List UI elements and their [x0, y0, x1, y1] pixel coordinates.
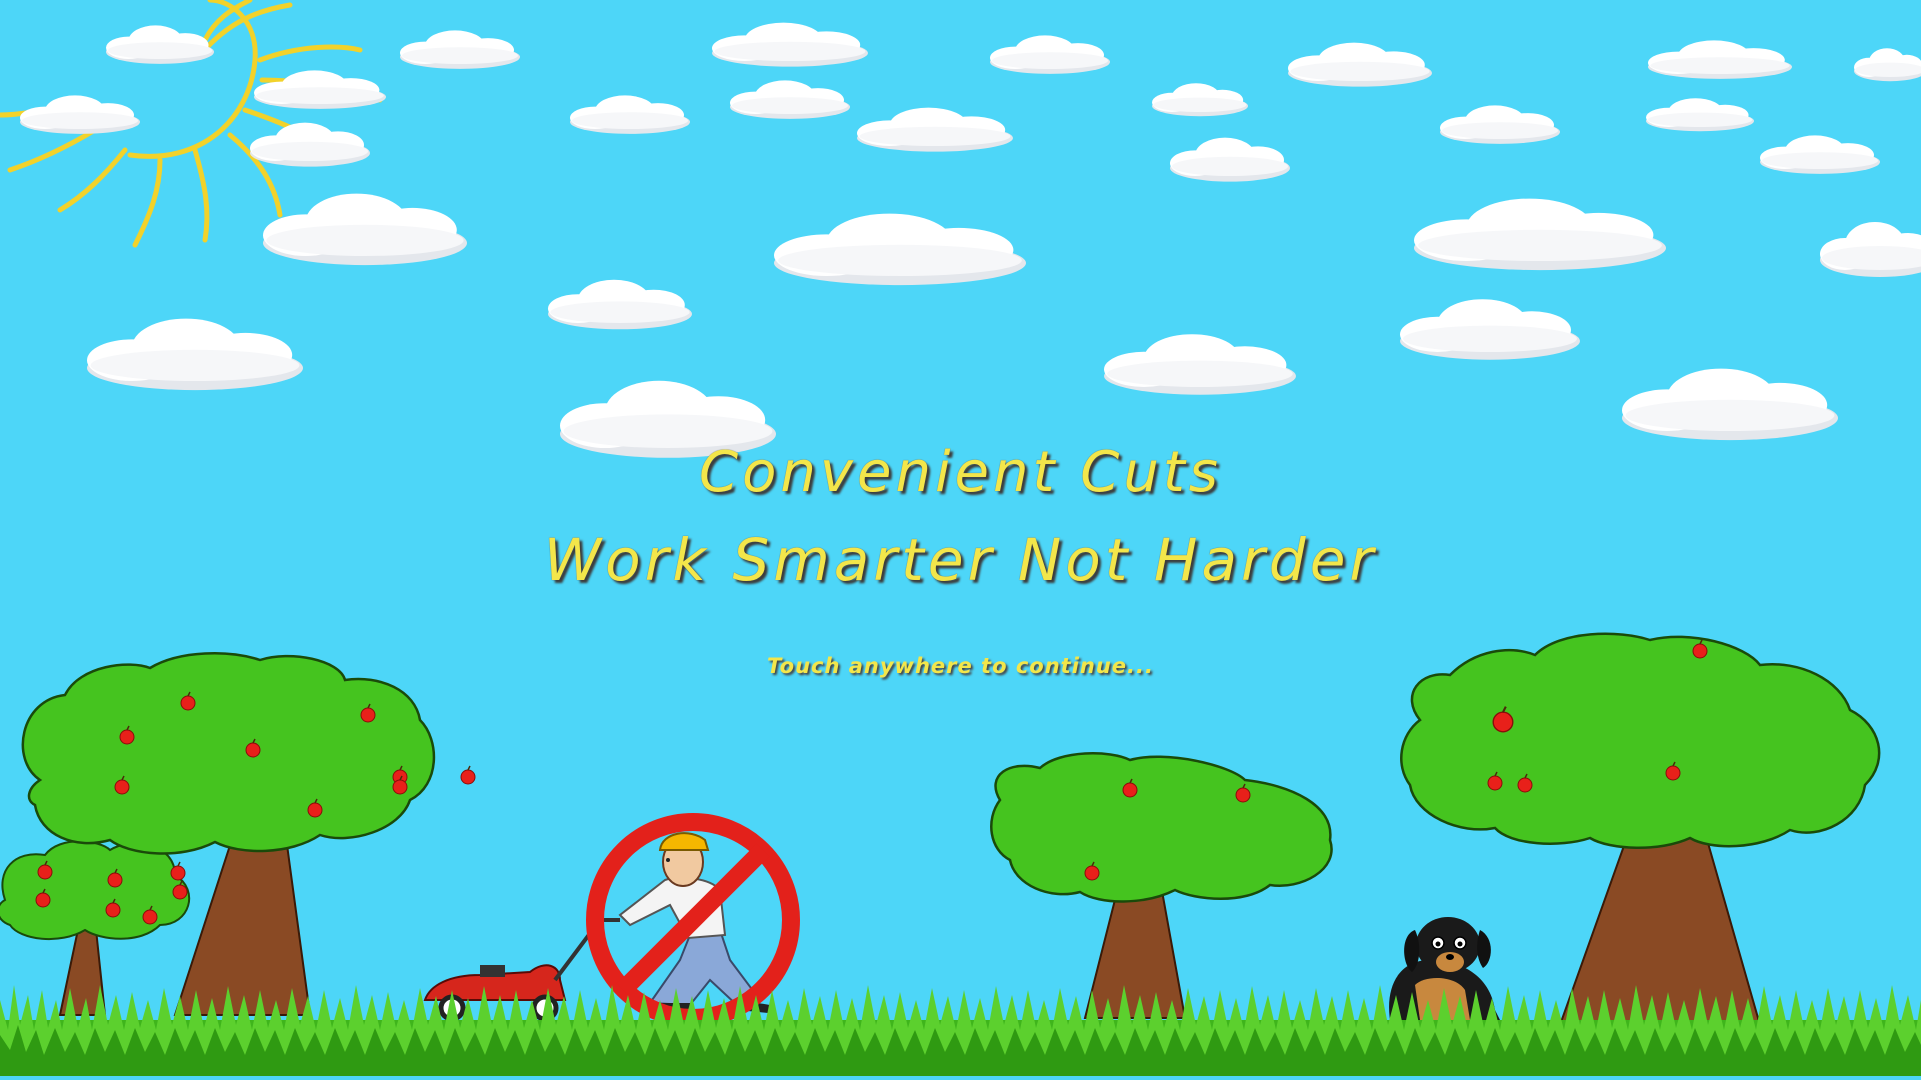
- clouds: [20, 23, 1921, 458]
- app-title: Convenient Cuts: [699, 440, 1222, 505]
- apple-tree-middle: [991, 753, 1331, 1018]
- large-apple-tree-right: [1401, 634, 1879, 1025]
- small-apple-tree: [0, 841, 189, 1015]
- continue-prompt[interactable]: Touch anywhere to continue...: [767, 654, 1154, 678]
- apple-trees: [0, 634, 1879, 1025]
- app-tagline: Work Smarter Not Harder: [543, 526, 1378, 594]
